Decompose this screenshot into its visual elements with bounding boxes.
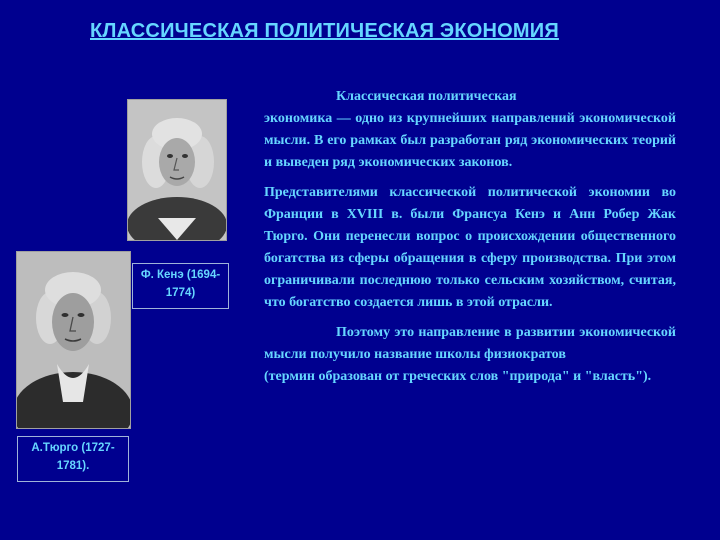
quesnay-caption: Ф. Кенэ (1694-1774) xyxy=(132,263,229,309)
paragraph-physiocrats-body: Поэтому это направление в развитии экономической мысли получило название школы физиократов xyxy=(264,325,676,362)
body-text xyxy=(264,86,676,388)
paragraph-physiocrats xyxy=(264,322,676,388)
paragraph-representatives: Представителями классической политической экономии во Франции в XVIII в. были Франсуа Кенэ и Анн Робер Жак Тюрго. Они перенесли вопрос о происхождении общественного богатства из сферы обращения в сферу производства. При этом ограничивали последнюю только сельским хозяйством, считая, что богатство создается лишь в этой отрасли. xyxy=(264,185,676,310)
paragraph-physiocrats-note: (термин образован от греческих слов "природа" и "власть"). xyxy=(264,369,652,384)
turgot-caption: А.Тюрго (1727-1781). xyxy=(17,436,129,482)
quesnay-portrait xyxy=(127,99,227,241)
slide-title: КЛАССИЧЕСКАЯ ПОЛИТИЧЕСКАЯ ЭКОНОМИЯ xyxy=(90,20,559,42)
paragraph-definition-lead: Классическая политическая xyxy=(336,89,517,104)
paragraph-definition xyxy=(264,86,676,174)
paragraph-definition-body: экономика — одно из крупнейших направлений экономической мысли. В его рамках был разработан ряд экономических теорий и выведен ряд экономических законов. xyxy=(264,111,676,170)
turgot-portrait xyxy=(16,251,131,429)
